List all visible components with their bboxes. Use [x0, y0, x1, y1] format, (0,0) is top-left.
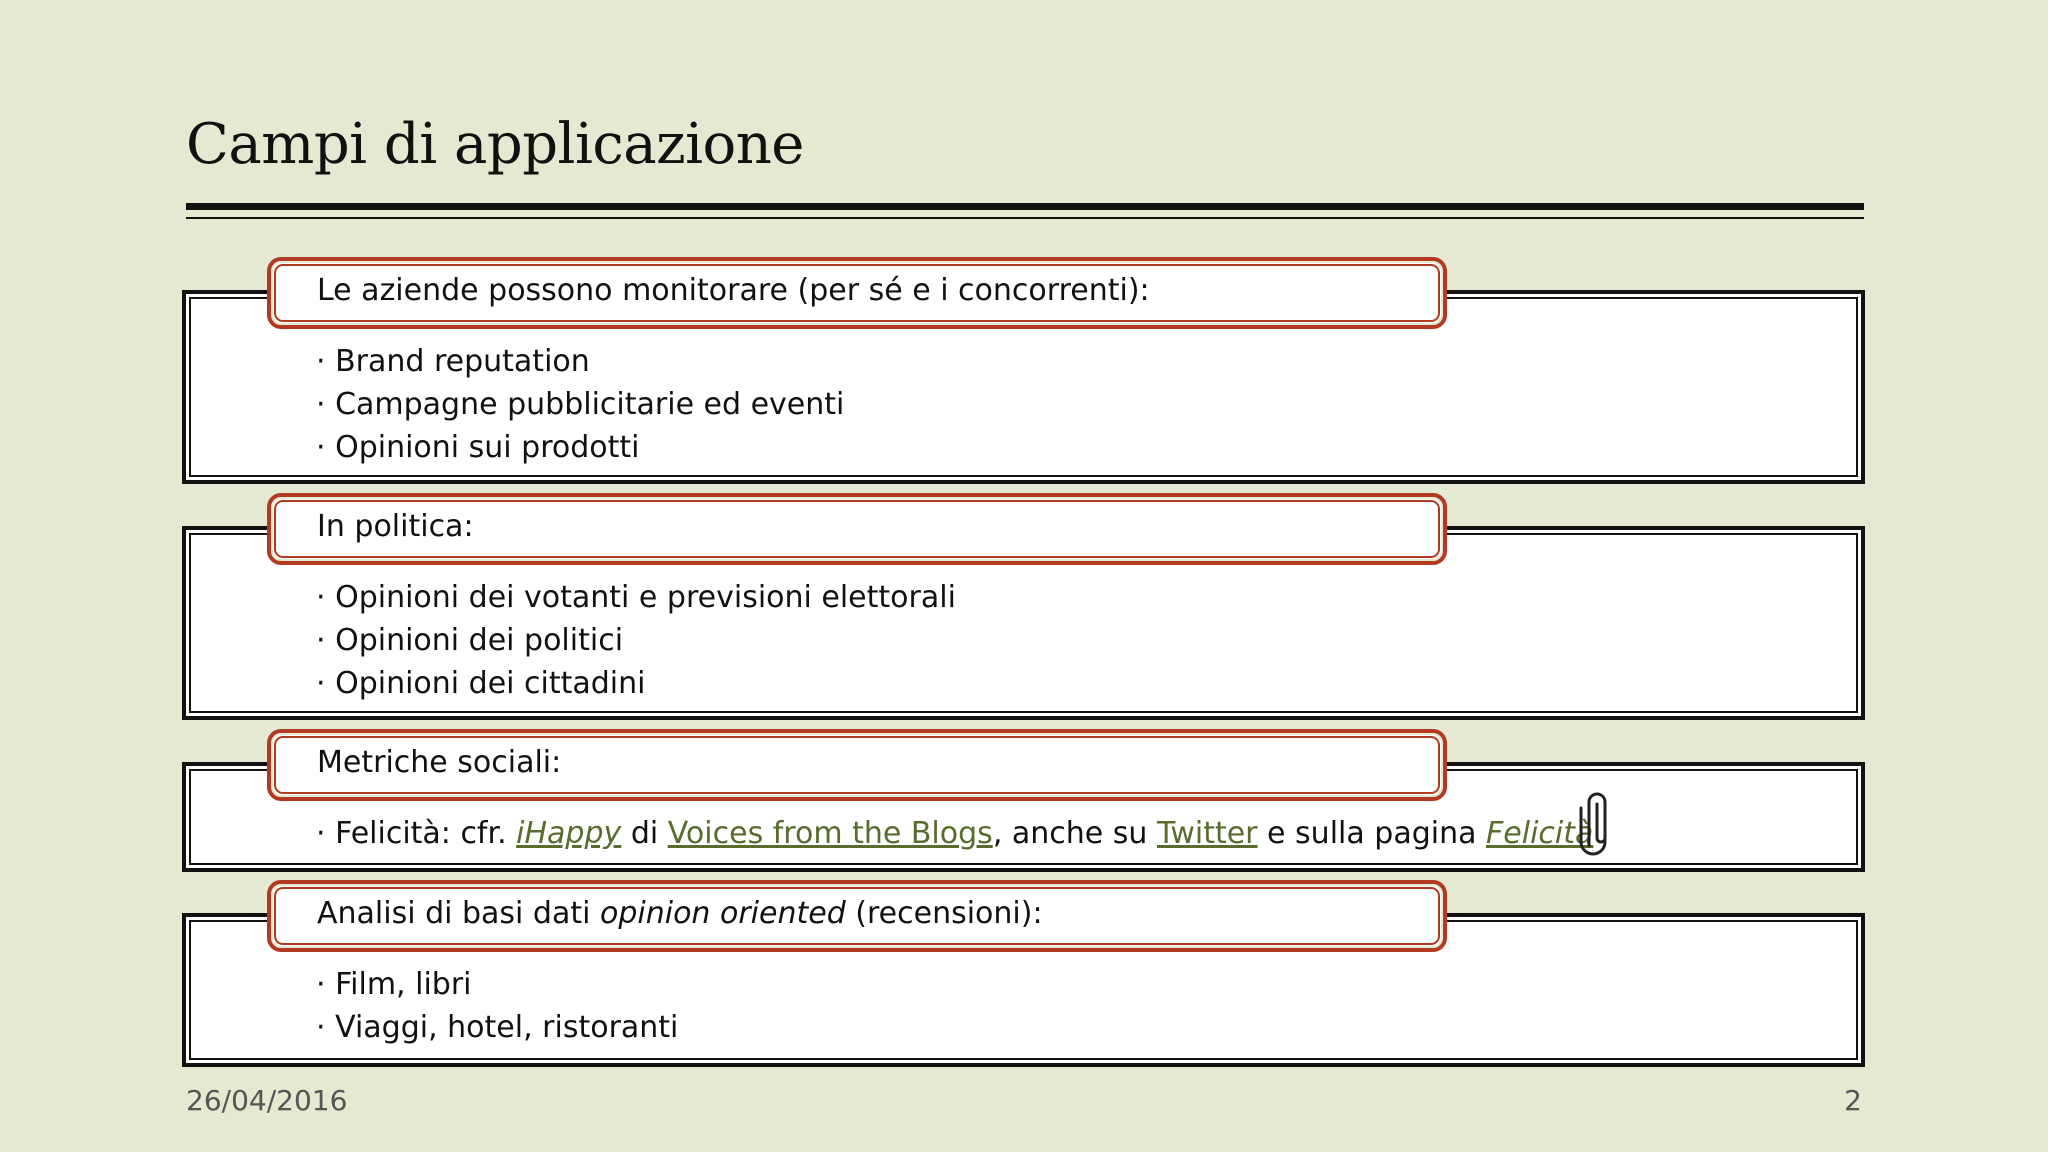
header-text: (recensioni):: [845, 896, 1043, 931]
section-list-aziende: [316, 340, 844, 469]
section-list-analisi: [316, 963, 678, 1049]
list-item: [316, 812, 1593, 855]
section-list-politica: [316, 576, 956, 705]
list-item: · Opinioni dei politici: [316, 619, 956, 662]
list-item: · Opinioni dei votanti e previsioni elettorali: [316, 576, 956, 619]
item-text: e sulla pagina: [1257, 816, 1487, 851]
slide-title: Campi di applicazione: [186, 112, 804, 177]
title-rule-thick: [186, 203, 1864, 210]
link-twitter[interactable]: Twitter: [1156, 816, 1258, 851]
list-item: · Viaggi, hotel, ristoranti: [316, 1006, 678, 1049]
footer-date: 26/04/2016: [186, 1084, 348, 1117]
header-italic: opinion oriented: [600, 896, 846, 931]
link-felicita[interactable]: Felicità: [1486, 816, 1594, 851]
section-list-metriche: [316, 812, 1593, 855]
item-text: , anche su: [992, 816, 1157, 851]
link-ihappy[interactable]: iHappy: [516, 816, 622, 851]
section-header-text-aziende: Le aziende possono monitorare (per sé e i concorrenti):: [317, 273, 1150, 308]
header-text: Analisi di basi dati: [317, 896, 600, 931]
link-voices-from-the-blogs[interactable]: Voices from the Blogs: [667, 816, 993, 851]
section-header-text-analisi: [317, 896, 1043, 931]
list-item: · Opinioni dei cittadini: [316, 662, 956, 705]
footer-page-number: 2: [1844, 1084, 1862, 1117]
list-item: · Campagne pubblicitarie ed eventi: [316, 383, 844, 426]
section-header-text-politica: In politica:: [317, 509, 474, 544]
item-text: di: [621, 816, 668, 851]
list-item: · Opinioni sui prodotti: [316, 426, 844, 469]
section-header-text-metriche: Metriche sociali:: [317, 745, 562, 780]
item-text: Felicità: cfr.: [335, 816, 517, 851]
list-item: · Brand reputation: [316, 340, 844, 383]
title-rule-thin: [186, 217, 1864, 219]
list-item: · Film, libri: [316, 963, 678, 1006]
paperclip-icon[interactable]: [1577, 788, 1617, 856]
